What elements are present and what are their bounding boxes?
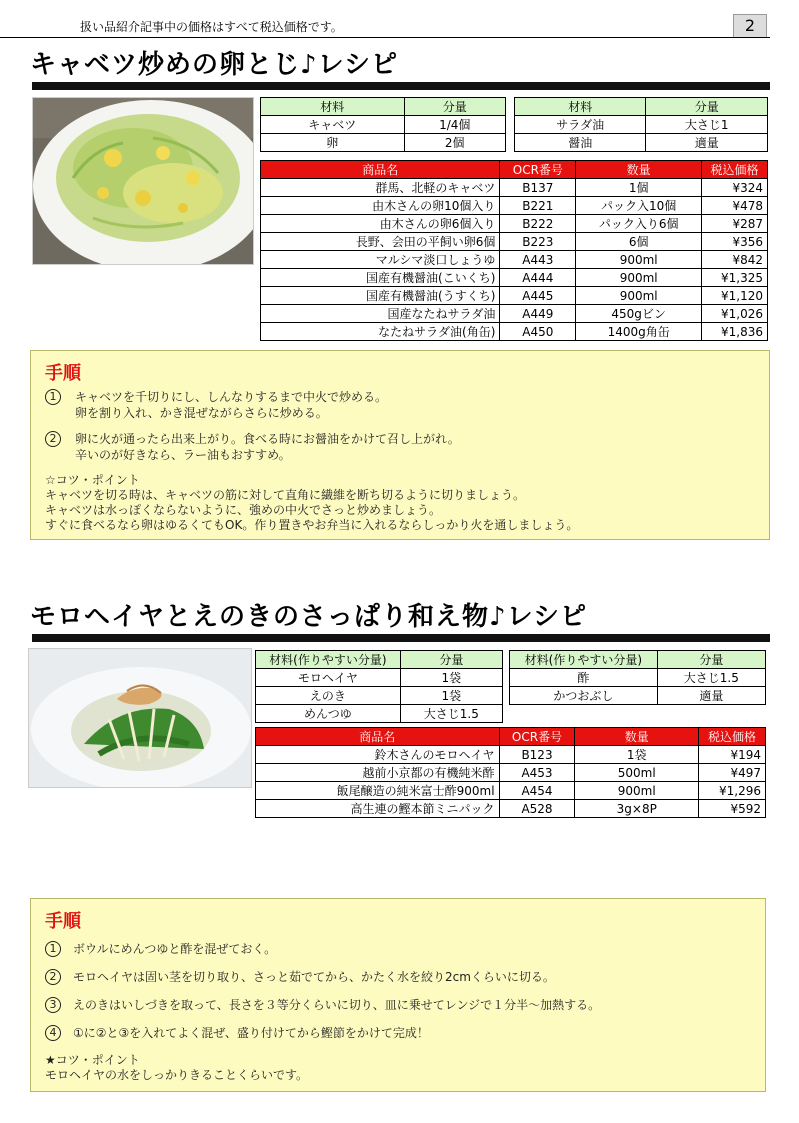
step-text: 辛いのが好きなら、ラー油もおすすめ。 bbox=[75, 448, 291, 462]
price: ¥842 bbox=[702, 251, 768, 269]
material-name: サラダ油 bbox=[515, 116, 646, 134]
product-name: 国産なたねサラダ油 bbox=[261, 305, 500, 323]
material-amount: 大さじ1.5 bbox=[657, 669, 765, 687]
material-header: 材料 bbox=[515, 98, 646, 116]
product-row bbox=[261, 269, 768, 287]
ocr-code: B137 bbox=[500, 179, 576, 197]
product-row bbox=[261, 251, 768, 269]
material-name: 醤油 bbox=[515, 134, 646, 152]
product-row bbox=[261, 179, 768, 197]
product-name: 越前小京都の有機純米酢 bbox=[256, 764, 500, 782]
recipe2-materials-right bbox=[509, 650, 766, 705]
recipe2-title-bar bbox=[32, 634, 770, 642]
product-name: 由木さんの卵6個入り bbox=[261, 215, 500, 233]
qty-header: 数量 bbox=[575, 728, 699, 746]
tips-line: モロヘイヤの水をしっかりきることくらいです。 bbox=[45, 1068, 309, 1082]
recipe1-materials-right bbox=[514, 97, 768, 152]
step-text: ①に②と③を入れてよく混ぜ、盛り付けてから鰹節をかけて完成！ bbox=[73, 1026, 429, 1040]
amount-header: 分量 bbox=[646, 98, 768, 116]
product-row bbox=[256, 782, 766, 800]
recipe2-products-table bbox=[255, 727, 766, 818]
price: ¥1,325 bbox=[702, 269, 768, 287]
product-row bbox=[261, 197, 768, 215]
recipe2-tips bbox=[45, 1053, 308, 1083]
ocr-code: A528 bbox=[499, 800, 575, 818]
step-text: キャベツを千切りにし、しんなりするまで中火で炒める。 bbox=[75, 390, 388, 404]
ocr-code: B222 bbox=[500, 215, 576, 233]
tips-line: すぐに食べるなら卵はゆるくてもOK。作り置きやお弁当に入れるならしっかり火を通しましょう。 bbox=[45, 518, 579, 532]
step-text: 卵に火が通ったら出来上がり。食べる時にお醤油をかけて召し上がれ。 bbox=[75, 432, 460, 446]
quantity: 3g×8P bbox=[575, 800, 699, 818]
material-name: かつおぶし bbox=[510, 687, 658, 705]
tips-heading: ☆コツ・ポイント bbox=[45, 473, 140, 487]
product-name: 高生連の鰹本節ミニパック bbox=[256, 800, 500, 818]
material-amount: 1/4個 bbox=[404, 116, 506, 134]
material-amount: 1袋 bbox=[400, 669, 502, 687]
product-name-header: 商品名 bbox=[261, 161, 500, 179]
product-name-header: 商品名 bbox=[256, 728, 500, 746]
price: ¥1,296 bbox=[699, 782, 766, 800]
recipe2-materials-left bbox=[255, 650, 503, 723]
product-name: マルシマ淡口しょうゆ bbox=[261, 251, 500, 269]
qty-header: 数量 bbox=[576, 161, 702, 179]
step-text: モロヘイヤは固い茎を切り取り、さっと茹でてから、かたく水を絞り2cmくらいに切る。 bbox=[73, 970, 555, 984]
product-row bbox=[256, 764, 766, 782]
quantity: パック入り6個 bbox=[576, 215, 702, 233]
recipe1-tips bbox=[45, 473, 578, 533]
step-text: ボウルにめんつゆと酢を混ぜておく。 bbox=[73, 942, 277, 956]
material-header: 材料 bbox=[261, 98, 405, 116]
step-number: 3 bbox=[45, 997, 61, 1013]
price: ¥1,026 bbox=[702, 305, 768, 323]
material-row bbox=[510, 669, 766, 687]
material-row bbox=[261, 134, 506, 152]
material-amount: 適量 bbox=[646, 134, 768, 152]
material-row bbox=[261, 116, 506, 134]
product-row bbox=[256, 800, 766, 818]
ocr-code: A444 bbox=[500, 269, 576, 287]
material-amount: 1袋 bbox=[400, 687, 502, 705]
price-header: 税込価格 bbox=[699, 728, 766, 746]
product-name: なたねサラダ油(角缶) bbox=[261, 323, 500, 341]
recipe1-steps-box bbox=[30, 350, 770, 540]
tips-line: キャベツは水っぽくならないように、強めの中火でさっと炒めましょう。 bbox=[45, 503, 442, 517]
material-row bbox=[256, 669, 503, 687]
quantity: パック入10個 bbox=[576, 197, 702, 215]
price: ¥497 bbox=[699, 764, 766, 782]
material-name: モロヘイヤ bbox=[256, 669, 401, 687]
ocr-header: OCR番号 bbox=[499, 728, 575, 746]
product-row bbox=[261, 287, 768, 305]
material-amount: 大さじ1.5 bbox=[400, 705, 502, 723]
product-row bbox=[261, 323, 768, 341]
quantity: 6個 bbox=[576, 233, 702, 251]
ocr-code: A449 bbox=[500, 305, 576, 323]
price: ¥324 bbox=[702, 179, 768, 197]
product-name: 由木さんの卵10個入り bbox=[261, 197, 500, 215]
price: ¥592 bbox=[699, 800, 766, 818]
step-number: 2 bbox=[45, 431, 61, 447]
material-row bbox=[256, 705, 503, 723]
recipe2-steps-box bbox=[30, 898, 766, 1092]
quantity: 1袋 bbox=[575, 746, 699, 764]
quantity: 900ml bbox=[575, 782, 699, 800]
recipe2-title: モロヘイヤとえのきのさっぱり和え物♪レシピ bbox=[30, 602, 587, 632]
amount-header: 分量 bbox=[400, 651, 502, 669]
material-header: 材料(作りやすい分量) bbox=[256, 651, 401, 669]
quantity: 900ml bbox=[576, 251, 702, 269]
product-name: 国産有機醤油(うすくち) bbox=[261, 287, 500, 305]
quantity: 900ml bbox=[576, 269, 702, 287]
step-number: 2 bbox=[45, 969, 61, 985]
step-text: 卵を割り入れ、かき混ぜながらさらに炒める。 bbox=[75, 406, 328, 420]
steps-title: 手順 bbox=[45, 911, 81, 932]
material-row bbox=[510, 687, 766, 705]
price: ¥356 bbox=[702, 233, 768, 251]
recipe1-materials-left bbox=[260, 97, 506, 152]
page-number: 2 bbox=[733, 14, 767, 38]
tips-line: キャベツを切る時は、キャベツの筋に対して直角に繊維を断ち切るように切りましょう。 bbox=[45, 488, 526, 502]
tips-heading: ★コツ・ポイント bbox=[45, 1053, 140, 1067]
ocr-code: A443 bbox=[500, 251, 576, 269]
quantity: 500ml bbox=[575, 764, 699, 782]
material-amount: 大さじ1 bbox=[646, 116, 768, 134]
product-name: 長野、会田の平飼い卵6個 bbox=[261, 233, 500, 251]
material-row bbox=[256, 687, 503, 705]
price: ¥478 bbox=[702, 197, 768, 215]
price: ¥1,120 bbox=[702, 287, 768, 305]
material-amount: 適量 bbox=[657, 687, 765, 705]
step-text: えのきはいしづきを取って、長さを３等分くらいに切り、皿に乗せてレンジで１分半～加熱する。 bbox=[73, 998, 601, 1012]
ocr-code: B123 bbox=[499, 746, 575, 764]
ocr-code: A450 bbox=[500, 323, 576, 341]
quantity: 900ml bbox=[576, 287, 702, 305]
price: ¥194 bbox=[699, 746, 766, 764]
product-row bbox=[261, 233, 768, 251]
material-name: 卵 bbox=[261, 134, 405, 152]
step-number: 4 bbox=[45, 1025, 61, 1041]
step-number: 1 bbox=[45, 941, 61, 957]
price: ¥1,836 bbox=[702, 323, 768, 341]
amount-header: 分量 bbox=[657, 651, 765, 669]
cabbage-egg-photo bbox=[32, 97, 254, 265]
ocr-code: A453 bbox=[499, 764, 575, 782]
product-name: 国産有機醤油(こいくち) bbox=[261, 269, 500, 287]
product-row bbox=[256, 746, 766, 764]
material-header: 材料(作りやすい分量) bbox=[510, 651, 658, 669]
product-row bbox=[261, 305, 768, 323]
product-name: 飯尾醸造の純米富士酢900ml bbox=[256, 782, 500, 800]
moroheiya-enoki-photo bbox=[28, 648, 252, 788]
product-name: 群馬、北軽のキャベツ bbox=[261, 179, 500, 197]
ocr-code: A445 bbox=[500, 287, 576, 305]
quantity: 1400g角缶 bbox=[576, 323, 702, 341]
recipe1-title: キャベツ炒めの卵とじ♪レシピ bbox=[30, 50, 398, 80]
material-row bbox=[515, 134, 768, 152]
recipe1-title-bar bbox=[32, 82, 770, 90]
header-divider bbox=[0, 37, 770, 38]
steps-title: 手順 bbox=[45, 363, 81, 384]
price-header: 税込価格 bbox=[702, 161, 768, 179]
material-amount: 2個 bbox=[404, 134, 506, 152]
recipe1-products-table bbox=[260, 160, 768, 341]
product-name: 鈴木さんのモロヘイヤ bbox=[256, 746, 500, 764]
quantity: 450gビン bbox=[576, 305, 702, 323]
material-name: キャベツ bbox=[261, 116, 405, 134]
ocr-code: B221 bbox=[500, 197, 576, 215]
material-row bbox=[515, 116, 768, 134]
price: ¥287 bbox=[702, 215, 768, 233]
material-name: えのき bbox=[256, 687, 401, 705]
material-name: 酢 bbox=[510, 669, 658, 687]
ocr-code: A454 bbox=[499, 782, 575, 800]
ocr-header: OCR番号 bbox=[500, 161, 576, 179]
quantity: 1個 bbox=[576, 179, 702, 197]
amount-header: 分量 bbox=[404, 98, 506, 116]
price-note: 扱い品紹介記事中の価格はすべて税込価格です。 bbox=[80, 20, 343, 34]
ocr-code: B223 bbox=[500, 233, 576, 251]
material-name: めんつゆ bbox=[256, 705, 401, 723]
step-number: 1 bbox=[45, 389, 61, 405]
product-row bbox=[261, 215, 768, 233]
